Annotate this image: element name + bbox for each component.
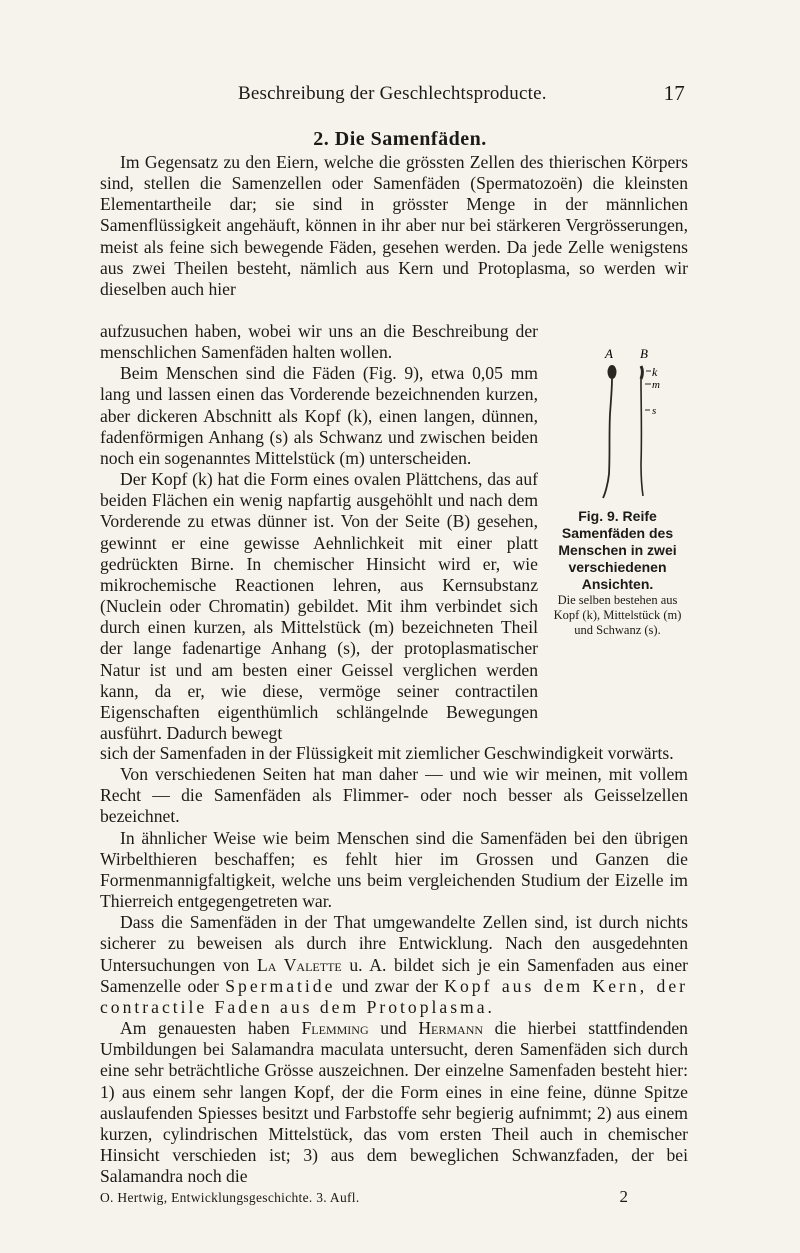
sperm-illustration	[545, 344, 690, 504]
figure-label-m: m	[652, 379, 660, 391]
paragraph-1-text: Im Gegensatz zu den Eiern, welche die grössten Zellen des thierischen Körpers sind, stellen die Samenzellen oder Samenfäden (Spermatozoën) die kleinsten Elementartheile dar; sie sind in grösster Menge in der männlichen Samenflüssigkeit angehäuft, können in ihr aber nur bei stärkeren Vergrösserungen, meist als feine sich bewegende Fäden, gesehen werden. Da jede Zelle wenigstens aus zwei Theilen besteht, nämlich aus Kern und Protoplasma, so werden wir dieselben auch hier	[100, 152, 688, 299]
paragraph-6-c: und zwar der	[335, 975, 445, 996]
signature-mark: 2	[619, 1187, 628, 1206]
section-title: Die Samenfäden.	[334, 128, 487, 150]
paragraph-3-cont-text: sich der Samenfaden in der Flüssigkeit mit ziemlicher Geschwindigkeit vorwärts.	[100, 743, 674, 763]
paragraph-3-text: Der Kopf (k) hat die Form eines ovalen Plättchens, das auf beiden Flächen ein wenig napfartig ausgehöhlt und nach dem Vorderende zu etwas dünner ist. Von der Seite (B) gesehen, gewinnt er eine gewisse Aehnlichkeit mit einer platt gedrückten Birne. In chemischer Hinsicht wird er, wie mikrochemische Reactionen lehren, aus Kernsubstanz (Nuclein oder Chromatin) gebildet. Mit ihm verbindet sich durch einen kurzen, als Mittelstück (m) bezeichneten Theil der lange fadenartige Anhang (s), der protoplasmatischer Natur ist und am besten einer Geissel verglichen werden kann, da er, wie diese, vermöge seiner contractilen Eigenschaften eigenthümlich schlängelnde Bewegungen ausführt. Dadurch bewegt	[100, 469, 538, 743]
paragraph-7-a: Am genauesten haben	[120, 1018, 302, 1039]
sperm-a-tail	[603, 379, 612, 498]
paragraph-7-b: und	[368, 1018, 419, 1039]
paragraph-7-c: die hierbei stattfindenden Umbildungen bei Salamandra maculata untersucht, deren Samenfäden sich durch eine sehr beträchtliche Grösse auszeichnen. Der einzelne Samenfaden besteht hier: 1) aus einem sehr langen Kopf, der die Form eines in eine feine, dünne Spitze auslaufenden Spiesses besitzt und Farbstoffe sehr begierig aufnimmt; 2) aus einem kurzen, cylindrischen Mittelstück, das vom ersten Theil auch in chemischer Hinsicht verschieden ist; 3) aus dem beweglichen Schwanzfaden, der bei Salamandra noch die	[100, 1018, 688, 1187]
figure-label-b: B	[640, 346, 648, 361]
section-heading	[0, 128, 800, 151]
figure-label-a: A	[605, 346, 613, 361]
paragraph-7	[100, 1018, 688, 1187]
figure-caption	[545, 508, 690, 638]
section-number: 2.	[313, 128, 330, 150]
author-hermann: Hermann	[418, 1018, 484, 1039]
paragraph-5-text: In ähnlicher Weise wie beim Menschen sind die Samenfäden bei den übrigen Wirbelthieren beschaffen; es fehlt hier im Grossen und Ganzen die Formenmannigfaltigkeit, welche uns beim vergleichenden Studium der Eizelle im Thierreich entgegengetreten war.	[100, 827, 688, 912]
author-flemming: Flemming	[301, 1018, 369, 1039]
footer-citation: O. Hertwig, Entwicklungsgeschichte. 3. Aufl.	[100, 1190, 360, 1205]
paragraph-4-text: Von verschiedenen Seiten hat man daher — und wie wir meinen, mit vollem Recht — die Samenfäden als Flimmer- oder noch besser als Geisselzellen bezeichnet.	[100, 764, 688, 827]
sperm-a-head	[608, 365, 617, 379]
paragraph-6	[100, 912, 688, 1018]
author-la-valette: La Valette	[256, 954, 342, 975]
paragraph-1-cont	[100, 321, 538, 744]
paragraph-2-text: Beim Menschen sind die Fäden (Fig. 9), etwa 0,05 mm lang und lassen einen das Vorderende bezeichnenden kurzen, aber dickeren Abschnitt als Kopf (k), einen langen, dünnen, fadenförmigen Anhang (s) als Schwanz und zwischen beiden noch ein sogenanntes Mittelstück (m) unterscheiden.	[100, 363, 538, 468]
figure-caption-body: Die selben bestehen aus Kopf (k), Mittelstück (m) und Schwanz (s).	[553, 593, 682, 637]
sperm-b-head	[641, 366, 643, 379]
paragraph-1	[100, 152, 688, 300]
paragraph-3-cont	[100, 743, 688, 1187]
figure-label-s: s	[652, 405, 657, 417]
paragraph-6-b: u. A. bildet sich je ein Samenfaden aus einer Samenzelle oder	[100, 954, 689, 996]
running-head-title: Beschreibung der Geschlechtsproducte.	[238, 83, 547, 104]
figure-caption-head: Fig. 9. Reife Samenfäden des Menschen in zwei verschiedenen Ansichten.	[558, 508, 677, 592]
emphasis-kopf-kern: Kopf aus dem Kern, der contractile Faden aus dem Protoplasma.	[100, 975, 689, 1017]
figure-label-k: k	[652, 365, 658, 379]
term-spermatide: Spermatide	[225, 975, 336, 996]
paragraph-1-cont-text: aufzusuchen haben, wobei wir uns an die Beschreibung der menschlichen Samenfäden halten wollen.	[100, 321, 538, 363]
paragraph-6-a: Dass die Samenfäden in der That umgewandelte Zellen sind, ist durch nichts sicherer zu beweisen als durch ihre Entwicklung. Nach den ausgedehnten Untersuchungen von	[100, 912, 688, 975]
page-number: 17	[663, 81, 685, 105]
sperm-b-tail	[641, 379, 643, 496]
